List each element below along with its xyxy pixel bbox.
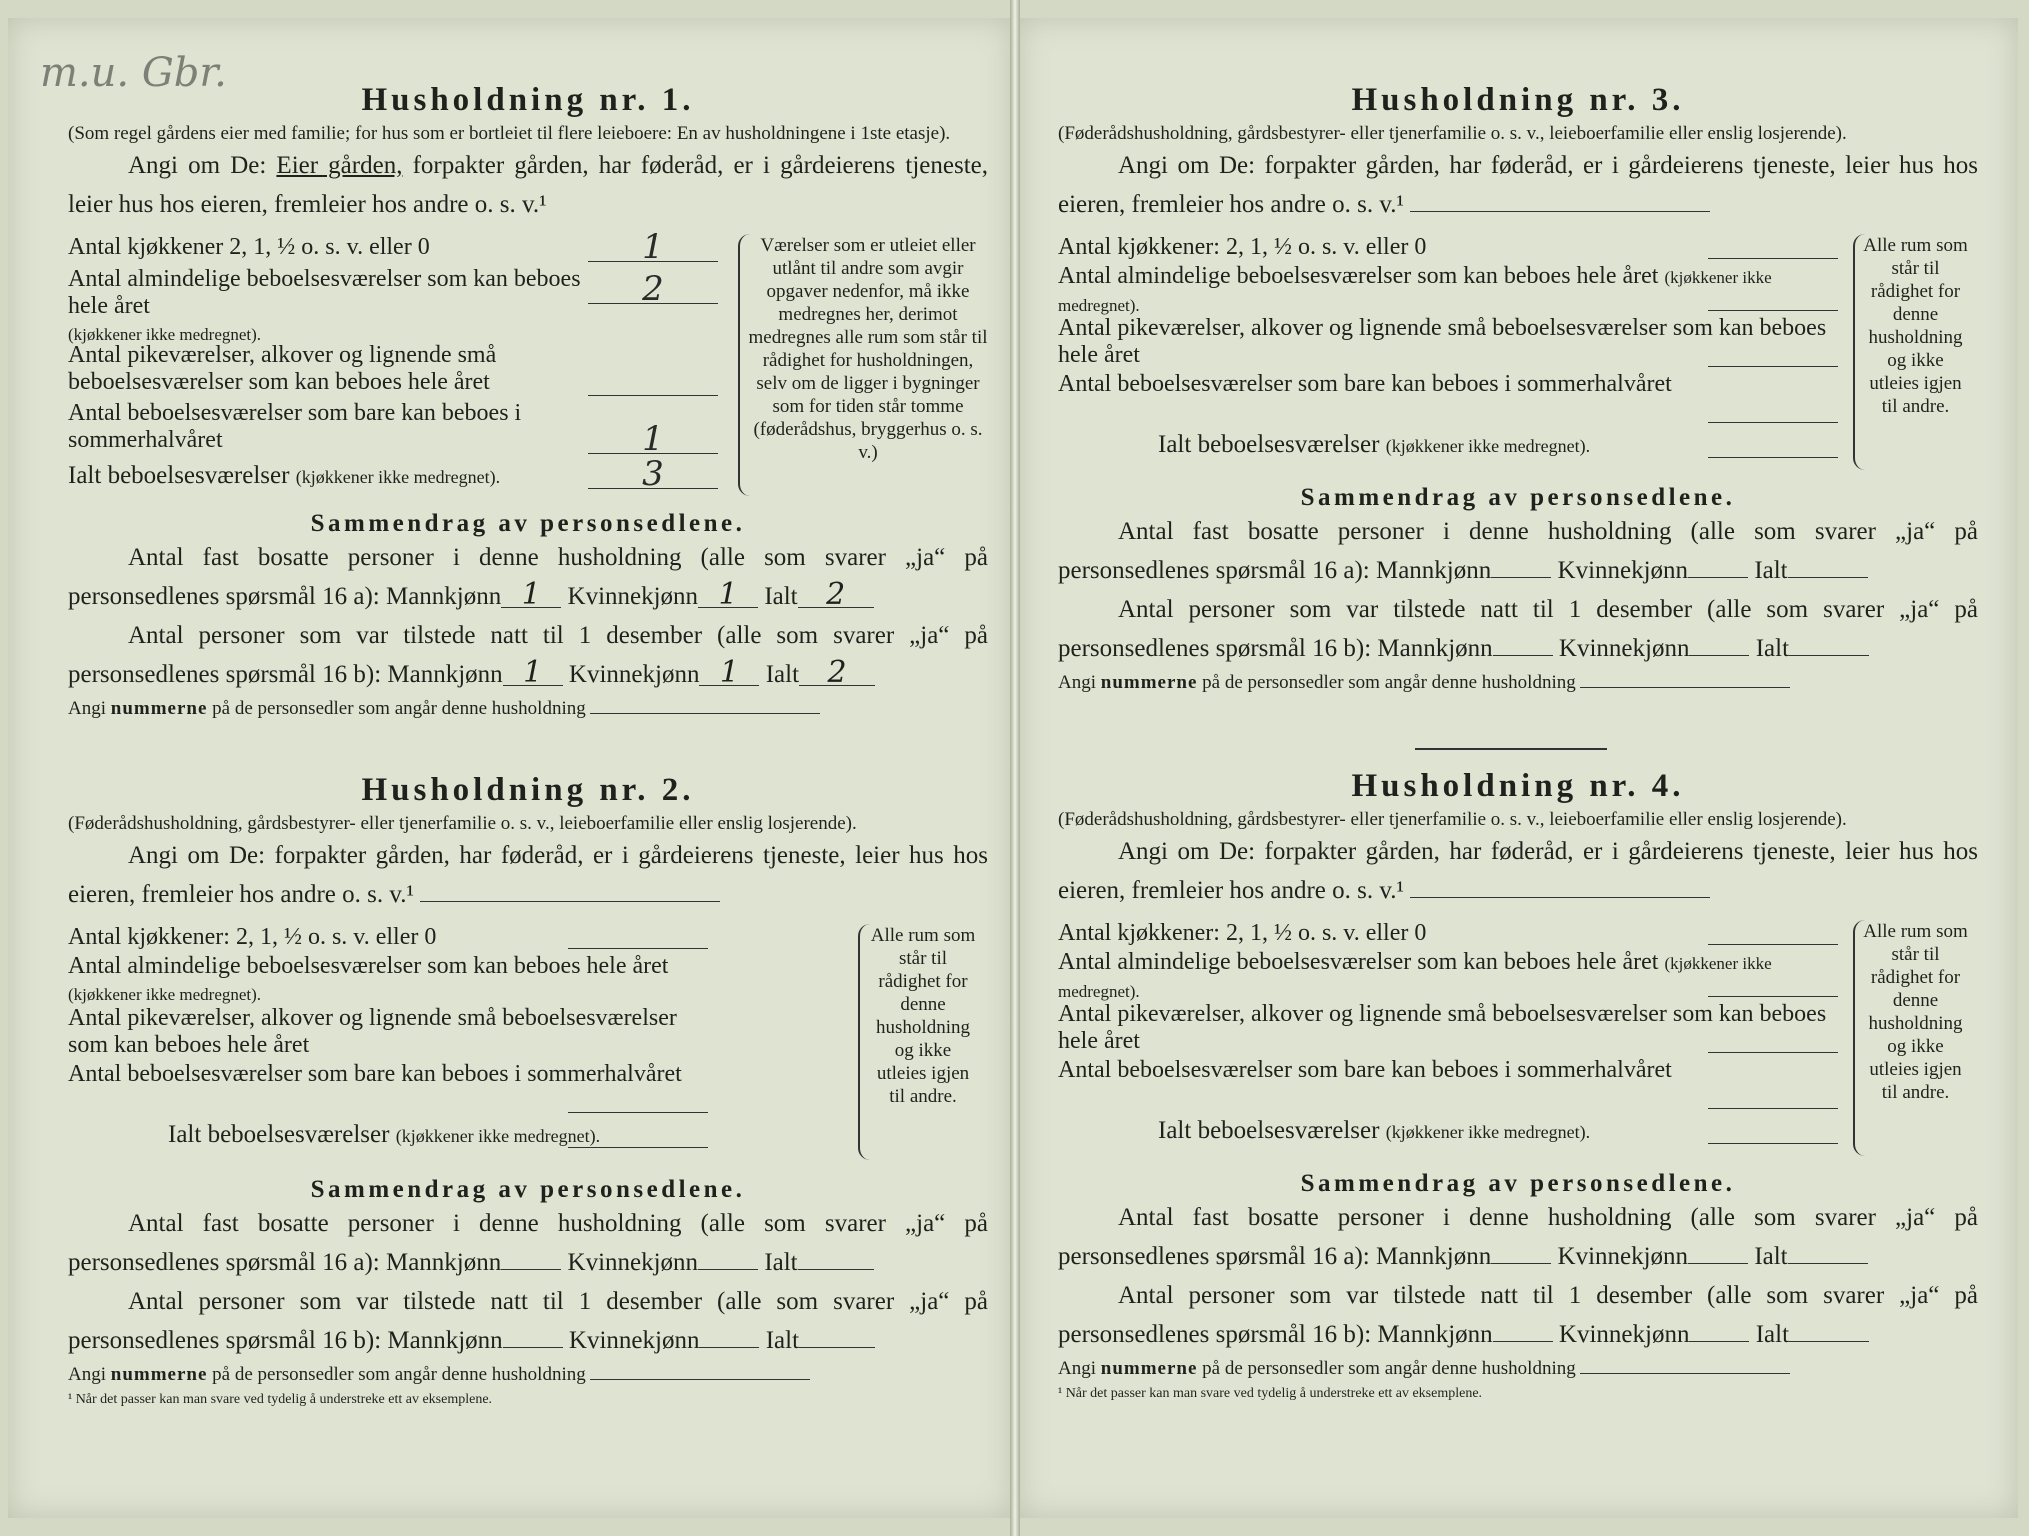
rooms-sidenote: Værelser som er utleiet eller utlånt til andre som avgir opgaver nedenfor, må ikke medregnes her, derimot medregnes alle rum som står til rådighet for husholdningen, selv om de ligger i bygninger som for tiden står tomme (føderådshus, bryggerhus o. s. v.) — [748, 235, 988, 463]
summary-b-text: Antal personer som var tilstede natt til 1 desember (alle som svarer „ja“ på personsedlenes spørsmål 16 b): — [1058, 596, 1978, 662]
numbers-field[interactable] — [1580, 1373, 1790, 1374]
summary-tilstede — [1058, 1276, 1978, 1354]
room-row-summer — [68, 1061, 708, 1115]
household-2 — [68, 772, 988, 1408]
room-value-field[interactable] — [1708, 1082, 1838, 1109]
room-label: Antal kjøkkener: 2, 1, ½ o. s. v. eller 0 — [1058, 234, 1427, 260]
summary-tilstede — [68, 1282, 988, 1360]
a-mann-field[interactable] — [1491, 1239, 1551, 1264]
numbers-bold: nummerne — [110, 698, 208, 719]
room-value-field[interactable] — [1708, 970, 1838, 997]
total-sublabel: (kjøkkener ikke medregnet). — [395, 1126, 601, 1146]
status-field[interactable] — [1410, 211, 1710, 212]
section-separator — [1415, 748, 1607, 750]
numbers-rest: på de personsedler som angår denne husholdning — [212, 1364, 586, 1385]
numbers-bold: nummerne — [1100, 672, 1198, 693]
household-3 — [1058, 82, 1978, 694]
room-total-row — [68, 454, 718, 494]
numbers-rest: på de personsedler som angår denne husholdning — [1202, 672, 1576, 693]
room-total-row — [1158, 1117, 1838, 1146]
total-sublabel: (kjøkkener ikke medregnet). — [1385, 1122, 1591, 1142]
household-title: Husholdning nr. 3. — [1351, 82, 1685, 118]
room-value-field[interactable]: 1 — [588, 427, 718, 454]
room-label: Antal almindelige beboelsesværelser som kan beboes hele året — [68, 953, 669, 979]
numbers-prefix: Angi — [1058, 672, 1096, 693]
angi-options: forpakter gården, har føderåd, er i gårdeierens tjeneste, leier hus hos eieren, fremleier hos andre o. s. v.¹ — [1058, 152, 1978, 218]
b-mann-field[interactable] — [503, 1323, 563, 1348]
b-mann-field[interactable] — [1493, 631, 1553, 656]
room-total-field[interactable] — [1708, 431, 1838, 458]
ialt-label: Ialt — [764, 583, 798, 610]
room-label: Antal almindelige beboelsesværelser som kan beboes hele året — [68, 266, 581, 319]
summary-fast-bosatte — [68, 538, 988, 616]
kvinne-label: Kvinnekjønn — [568, 1327, 700, 1354]
summary-fast-bosatte — [1058, 512, 1978, 590]
ialt-label: Ialt — [765, 661, 800, 688]
summary-title: Sammendrag av personsedlene. — [1300, 1170, 1736, 1197]
room-label: Antal almindelige beboelsesværelser som kan beboes hele året — [1058, 949, 1659, 975]
household-status-question — [68, 836, 988, 914]
household-title: Husholdning nr. 2. — [361, 772, 695, 808]
kvinne-label: Kvinnekjønn — [1558, 635, 1690, 662]
mann-label: Mannkjønn — [1377, 635, 1493, 662]
room-row-kitchens — [68, 924, 708, 951]
household-title: Husholdning nr. 1. — [361, 82, 695, 118]
summary-a-text: Antal fast bosatte personer i denne husholdning (alle som svarer „ja“ på personsedlenes spørsmål 16 a): — [1058, 1204, 1978, 1270]
footnote: ¹ Når det passer kan man svare ved tydelig å understreke ett av eksemplene. — [1058, 1386, 1483, 1401]
angi-options: forpakter gården, har føderåd, er i gårdeierens tjeneste, leier hus hos eieren, fremleier hos andre o. s. v.¹ — [68, 152, 989, 218]
room-sublabel: (kjøkkener ikke medregnet). — [68, 985, 262, 1004]
room-total-row — [1158, 431, 1838, 460]
b-mann-field[interactable] — [1493, 1317, 1553, 1342]
numbers-rest: på de personsedler som angår denne husholdning — [1202, 1358, 1576, 1379]
a-ialt-field[interactable] — [1788, 1239, 1868, 1264]
room-value-field[interactable] — [1708, 1026, 1838, 1053]
household-note: (Føderådshusholdning, gårdsbestyrer- eller tjenerfamilie o. s. v., leieboerfamilie eller enslig losjerende). — [1058, 809, 1847, 830]
room-row-small — [1058, 315, 1838, 369]
b-kvinne-field[interactable] — [699, 1323, 759, 1348]
room-total-row — [168, 1121, 708, 1150]
summary-a-text: Antal fast bosatte personer i denne husholdning (alle som svarer „ja“ på personsedlenes spørsmål 16 a): — [68, 1210, 988, 1276]
rooms-section — [68, 924, 988, 1162]
room-row-ordinary — [1058, 263, 1838, 313]
mann-label: Mannkjønn — [1375, 1243, 1492, 1270]
room-value-field[interactable] — [1708, 284, 1838, 311]
room-row-small — [68, 1005, 708, 1059]
room-value-field[interactable] — [1708, 232, 1838, 259]
room-value-field[interactable] — [568, 922, 708, 949]
ialt-label: Ialt — [1754, 557, 1788, 584]
mann-label: Mannkjønn — [385, 583, 502, 610]
room-sublabel: (kjøkkener ikke medregnet). — [1058, 268, 1772, 315]
household-note: (Føderådshusholdning, gårdsbestyrer- eller tjenerfamilie o. s. v., leieboerfamilie eller enslig losjerende). — [1058, 123, 1847, 144]
room-label: Antal kjøkkener 2, 1, ½ o. s. v. eller 0 — [68, 234, 430, 260]
summary-b-text: Antal personer som var tilstede natt til 1 desember (alle som svarer „ja“ på personsedlenes spørsmål 16 b): — [68, 1288, 988, 1354]
room-label: Antal beboelsesværelser som bare kan beboes i sommerhalvåret — [68, 400, 522, 453]
angi-prefix: Angi om De: — [1118, 838, 1256, 865]
a-kvinne-field[interactable] — [698, 1245, 758, 1270]
room-label: Antal beboelsesværelser som bare kan beboes i sommerhalvåret — [1058, 371, 1672, 397]
room-label: Antal pikeværelser, alkover og lignende små beboelsesværelser som kan beboes hele året — [1058, 315, 1827, 368]
page-fold — [1010, 0, 1020, 1536]
room-row-kitchens — [1058, 234, 1838, 261]
room-value-field[interactable] — [1708, 340, 1838, 367]
total-label: Ialt beboelsesværelser — [68, 462, 290, 489]
kvinne-label: Kvinnekjønn — [567, 1249, 699, 1276]
numbers-field[interactable] — [1580, 687, 1790, 688]
total-label: Ialt beboelsesværelser — [168, 1121, 390, 1148]
rooms-section — [68, 227, 988, 496]
angi-prefix: Angi om De: — [1118, 152, 1256, 179]
total-sublabel: (kjøkkener ikke medregnet). — [295, 467, 501, 487]
status-field[interactable] — [420, 901, 720, 902]
numbers-field[interactable] — [590, 1379, 810, 1380]
mann-label: Mannkjønn — [385, 1249, 502, 1276]
room-row-summer — [68, 400, 664, 459]
b-ialt-field[interactable] — [1789, 1317, 1869, 1342]
b-ialt-field[interactable]: 2 — [799, 661, 875, 686]
room-row-summer — [1058, 1057, 1838, 1111]
summary-title: Sammendrag av personsedlene. — [310, 1176, 746, 1203]
ialt-label: Ialt — [1754, 1243, 1788, 1270]
room-label: Antal beboelsesværelser som bare kan beboes i sommerhalvåret — [68, 1061, 682, 1087]
b-ialt-field[interactable] — [1789, 631, 1869, 656]
angi-options: forpakter gården, har føderåd, er i gårdeierens tjeneste, leier hus hos eieren, fremleier hos andre o. s. v.¹ — [1058, 838, 1978, 904]
numbers-rest: på de personsedler som angår denne husholdning — [212, 698, 586, 719]
room-total-field[interactable]: 3 — [588, 462, 718, 489]
mann-label: Mannkjønn — [1375, 557, 1492, 584]
summary-title: Sammendrag av personsedlene. — [310, 510, 746, 537]
status-answer[interactable]: Eier gården, — [276, 152, 403, 179]
room-label: Antal kjøkkener: 2, 1, ½ o. s. v. eller 0 — [1058, 920, 1427, 946]
summary-b-text: Antal personer som var tilstede natt til 1 desember (alle som svarer „ja“ på personsedlenes spørsmål 16 b): — [68, 622, 988, 688]
mann-label: Mannkjønn — [1377, 1321, 1493, 1348]
footnote: ¹ Når det passer kan man svare ved tydelig å understreke ett av eksemplene. — [68, 1392, 493, 1407]
summary-fast-bosatte — [1058, 1198, 1978, 1276]
a-kvinne-field[interactable] — [1688, 553, 1748, 578]
numbers-line — [68, 698, 988, 720]
household-note: (Som regel gårdens eier med familie; for hus som er bortleiet til flere leieboere: En av husholdningene i 1ste etasje). — [68, 123, 951, 144]
b-kvinne-field[interactable] — [1689, 631, 1749, 656]
room-total-field[interactable] — [568, 1121, 708, 1148]
angi-options: forpakter gården, har føderåd, er i gårdeierens tjeneste, leier hus hos eieren, fremleier hos andre o. s. v.¹ — [68, 842, 988, 908]
room-label: Antal pikeværelser, alkover og lignende små beboelsesværelser som kan beboes hele året — [68, 1005, 677, 1058]
a-mann-field[interactable] — [501, 1245, 561, 1270]
angi-prefix: Angi om De: — [128, 842, 266, 869]
a-kvinne-field[interactable]: 1 — [698, 583, 758, 608]
kvinne-label: Kvinnekjønn — [1557, 1243, 1689, 1270]
room-total-field[interactable] — [1708, 1117, 1838, 1144]
kvinne-label: Kvinnekjønn — [567, 583, 699, 610]
numbers-bold: nummerne — [110, 1364, 208, 1385]
room-row-ordinary — [68, 953, 708, 1003]
rooms-sidenote: Alle rum som står til rådighet for denne husholdning og ikke utleies igjen til andre. — [870, 925, 976, 1107]
summary-a-text: Antal fast bosatte personer i denne husholdning (alle som svarer „ja“ på personsedlenes spørsmål 16 a): — [68, 544, 988, 610]
mann-label: Mannkjønn — [387, 1327, 503, 1354]
room-value-field[interactable] — [568, 1086, 708, 1113]
b-kvinne-field[interactable] — [1689, 1317, 1749, 1342]
room-label: Antal beboelsesværelser som bare kan beboes i sommerhalvåret — [1058, 1057, 1672, 1083]
numbers-field[interactable] — [590, 713, 820, 714]
a-ialt-field[interactable] — [1788, 553, 1868, 578]
household-status-question — [68, 146, 988, 224]
household-note: (Føderådshusholdning, gårdsbestyrer- eller tjenerfamilie o. s. v., leieboerfamilie eller enslig losjerende). — [68, 813, 857, 834]
total-label: Ialt beboelsesværelser — [1158, 431, 1380, 458]
mann-label: Mannkjønn — [387, 661, 503, 688]
room-value-field[interactable] — [1708, 396, 1838, 423]
room-row-small — [1058, 1001, 1838, 1055]
household-title: Husholdning nr. 4. — [1351, 768, 1685, 804]
numbers-line — [1058, 672, 1978, 694]
room-value-field[interactable] — [588, 369, 718, 396]
room-label: Antal kjøkkener: 2, 1, ½ o. s. v. eller 0 — [68, 924, 437, 950]
room-row-ordinary — [1058, 949, 1838, 999]
a-mann-field[interactable] — [1491, 553, 1551, 578]
kvinne-label: Kvinnekjønn — [568, 661, 700, 688]
angi-prefix: Angi om De: — [128, 152, 267, 179]
kvinne-label: Kvinnekjønn — [1558, 1321, 1690, 1348]
margin-handwriting: m.u. Gbr. — [40, 50, 227, 96]
numbers-prefix: Angi — [1058, 1358, 1096, 1379]
room-sublabel: (kjøkkener ikke medregnet). — [68, 325, 262, 344]
room-row-summer — [1058, 371, 1838, 425]
total-label: Ialt beboelsesværelser — [1158, 1117, 1380, 1144]
room-value-field[interactable]: 2 — [588, 277, 718, 304]
household-status-question — [1058, 832, 1978, 910]
b-kvinne-field[interactable]: 1 — [699, 661, 759, 686]
ialt-label: Ialt — [764, 1249, 798, 1276]
room-row-kitchens — [68, 227, 718, 267]
room-row-kitchens — [1058, 920, 1838, 947]
room-value-field[interactable] — [1708, 918, 1838, 945]
a-kvinne-field[interactable] — [1688, 1239, 1748, 1264]
ialt-label: Ialt — [1755, 1321, 1790, 1348]
room-row-small — [68, 342, 588, 398]
summary-tilstede — [68, 616, 988, 694]
a-mann-field[interactable]: 1 — [501, 583, 561, 608]
rooms-section — [1058, 920, 1978, 1156]
rooms-section — [1058, 234, 1978, 470]
numbers-prefix: Angi — [68, 1364, 106, 1385]
rooms-sidenote: Alle rum som står til rådighet for denne husholdning og ikke utleies igjen til andre. — [1863, 235, 1968, 417]
room-label: Antal pikeværelser, alkover og lignende små beboelsesværelser som kan beboes hele året — [68, 342, 497, 395]
numbers-line — [68, 1364, 988, 1386]
ialt-label: Ialt — [1755, 635, 1790, 662]
a-ialt-field[interactable] — [798, 1245, 874, 1270]
summary-title: Sammendrag av personsedlene. — [1300, 484, 1736, 511]
room-value-field[interactable]: 1 — [588, 235, 718, 262]
summary-tilstede — [1058, 590, 1978, 668]
b-ialt-field[interactable] — [799, 1323, 875, 1348]
room-label: Antal pikeværelser, alkover og lignende små beboelsesværelser som kan beboes hele året — [1058, 1001, 1827, 1054]
summary-a-text: Antal fast bosatte personer i denne husholdning (alle som svarer „ja“ på personsedlenes spørsmål 16 a): — [1058, 518, 1978, 584]
numbers-line — [1058, 1358, 1978, 1380]
total-sublabel: (kjøkkener ikke medregnet). — [1385, 436, 1591, 456]
summary-b-text: Antal personer som var tilstede natt til 1 desember (alle som svarer „ja“ på personsedlenes spørsmål 16 b): — [1058, 1282, 1978, 1348]
room-row-ordinary — [68, 266, 664, 344]
household-4 — [1058, 768, 1978, 1402]
kvinne-label: Kvinnekjønn — [1557, 557, 1689, 584]
a-ialt-field[interactable]: 2 — [798, 583, 874, 608]
status-field[interactable] — [1410, 897, 1710, 898]
b-mann-field[interactable]: 1 — [503, 661, 563, 686]
room-sublabel: (kjøkkener ikke medregnet). — [1058, 954, 1772, 1001]
summary-fast-bosatte — [68, 1204, 988, 1282]
household-status-question — [1058, 146, 1978, 224]
rooms-sidenote: Alle rum som står til rådighet for denne husholdning og ikke utleies igjen til andre. — [1863, 921, 1968, 1103]
room-label: Antal almindelige beboelsesværelser som kan beboes hele året — [1058, 263, 1659, 289]
ialt-label: Ialt — [765, 1327, 800, 1354]
household-1 — [68, 82, 988, 720]
numbers-prefix: Angi — [68, 698, 106, 719]
numbers-bold: nummerne — [1100, 1358, 1198, 1379]
